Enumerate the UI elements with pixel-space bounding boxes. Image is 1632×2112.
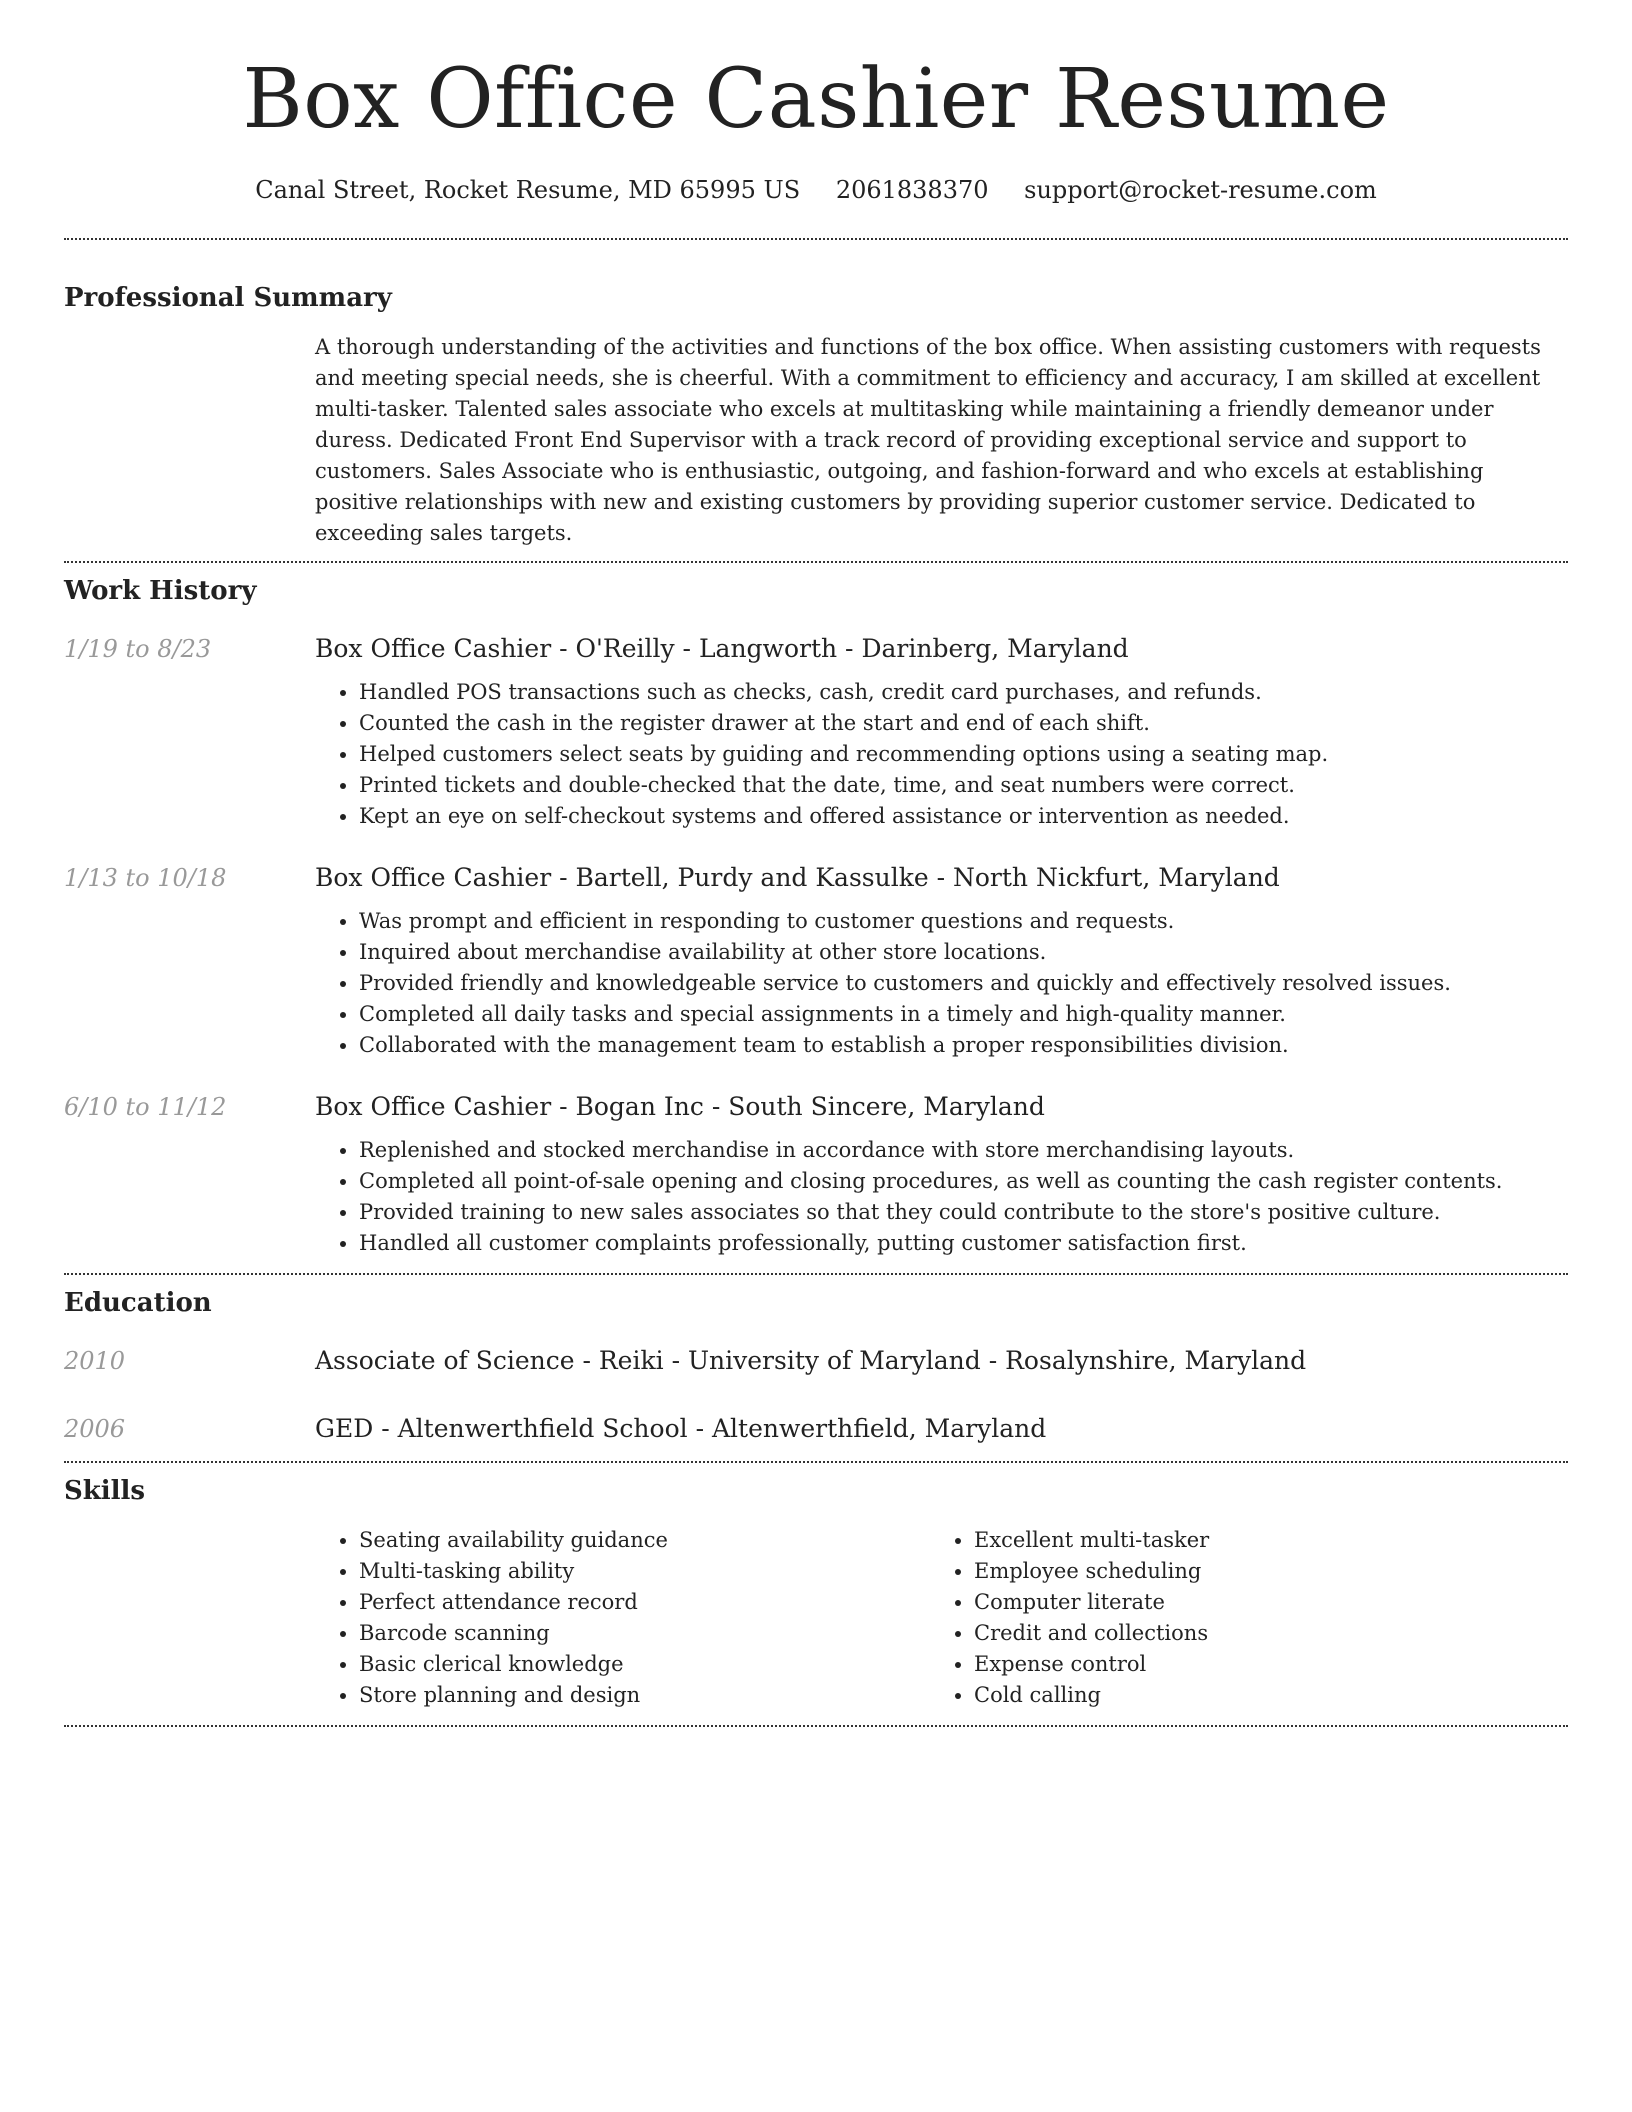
job-bullets xyxy=(315,906,1568,1061)
job-title: Box Office Cashier - O'Reilly - Langworth - Darinberg, Maryland xyxy=(315,634,1129,663)
education-year: 2010 xyxy=(64,1347,126,1375)
education-entry xyxy=(64,1343,1568,1379)
education-section xyxy=(64,1283,1568,1447)
skill-item: • Perfect attendance record xyxy=(359,1587,930,1618)
job-bullet: • Was prompt and efficient in responding to customer questions and requests. xyxy=(359,906,1568,937)
section-title-skills: Skills xyxy=(64,1476,146,1506)
contact-email: support@rocket-resume.com xyxy=(1024,176,1377,204)
education-entry xyxy=(64,1411,1568,1447)
job-bullet: • Collaborated with the management team to establish a proper responsibilities division. xyxy=(359,1030,1568,1061)
skill-item: • Computer literate xyxy=(974,1587,1545,1618)
section-title-work: Work History xyxy=(64,576,257,606)
job-bullet: • Handled POS transactions such as checks, cash, credit card purchases, and refunds. xyxy=(359,677,1568,708)
job-entry xyxy=(64,860,1568,1061)
divider xyxy=(64,1725,1568,1727)
job-dates: 6/10 to 11/12 xyxy=(64,1093,227,1121)
job-bullets xyxy=(315,1135,1568,1259)
education-year: 2006 xyxy=(64,1415,126,1443)
job-bullet: • Printed tickets and double-checked that the date, time, and seat numbers were correct. xyxy=(359,770,1568,801)
skill-item: • Barcode scanning xyxy=(359,1618,930,1649)
divider xyxy=(64,1461,1568,1463)
divider xyxy=(64,1273,1568,1275)
skill-item: • Excellent multi-tasker xyxy=(974,1525,1545,1556)
resume-page xyxy=(64,0,1568,1727)
job-bullets xyxy=(315,677,1568,832)
job-bullet: • Provided training to new sales associates so that they could contribute to the store's positive culture. xyxy=(359,1197,1568,1228)
job-dates: 1/19 to 8/23 xyxy=(64,635,212,663)
job-bullet: • Completed all daily tasks and special assignments in a timely and high-quality manner. xyxy=(359,999,1568,1030)
job-entry xyxy=(64,631,1568,832)
education-text: GED - Altenwerthfield School - Altenwerthfield, Maryland xyxy=(315,1414,1047,1443)
education-text: Associate of Science - Reiki - University of Maryland - Rosalynshire, Maryland xyxy=(315,1346,1307,1375)
skill-item: • Multi-tasking ability xyxy=(359,1556,930,1587)
job-bullet: • Counted the cash in the register drawer at the start and end of each shift. xyxy=(359,708,1568,739)
contact-line xyxy=(64,170,1568,210)
contact-address: Canal Street, Rocket Resume, MD 65995 US xyxy=(255,176,801,204)
skill-item: • Basic clerical knowledge xyxy=(359,1649,930,1680)
job-bullet: • Handled all customer complaints professionally, putting customer satisfaction first. xyxy=(359,1228,1568,1259)
job-dates: 1/13 to 10/18 xyxy=(64,864,227,892)
job-bullet: • Inquired about merchandise availability at other store locations. xyxy=(359,937,1568,968)
job-bullet: • Provided friendly and knowledgeable service to customers and quickly and effectively resolved issues. xyxy=(359,968,1568,999)
skills-column-right xyxy=(930,1525,1545,1711)
skill-item: • Employee scheduling xyxy=(974,1556,1545,1587)
contact-phone: 2061838370 xyxy=(835,176,989,204)
job-bullet: • Helped customers select seats by guiding and recommending options using a seating map. xyxy=(359,739,1568,770)
job-title: Box Office Cashier - Bartell, Purdy and Kassulke - North Nickfurt, Maryland xyxy=(315,863,1280,892)
skills-section xyxy=(64,1471,1568,1711)
summary-section xyxy=(64,278,1568,549)
job-entry xyxy=(64,1089,1568,1259)
section-title-education: Education xyxy=(64,1288,212,1318)
skill-item: • Seating availability guidance xyxy=(359,1525,930,1556)
skill-item: • Expense control xyxy=(974,1649,1545,1680)
skill-item: • Cold calling xyxy=(974,1680,1545,1711)
job-title: Box Office Cashier - Bogan Inc - South Sincere, Maryland xyxy=(315,1092,1045,1121)
section-title-summary: Professional Summary xyxy=(64,283,392,313)
skill-item: • Credit and collections xyxy=(974,1618,1545,1649)
skill-item: • Store planning and design xyxy=(359,1680,930,1711)
resume-name: Box Office Cashier Resume xyxy=(242,52,1390,147)
job-bullet: • Replenished and stocked merchandise in accordance with store merchandising layouts. xyxy=(359,1135,1568,1166)
job-bullet: • Kept an eye on self-checkout systems and offered assistance or intervention as needed. xyxy=(359,801,1568,832)
work-section xyxy=(64,571,1568,1259)
summary-text: A thorough understanding of the activities and functions of the box office. When assisting customers with requests and meeting special needs, she is cheerful. With a commitment to efficiency and accuracy, I am skilled at excellent multi-tasker. Talented sales associate who excels at multitasking while maintaining a friendly demeanor under duress. Dedicated Front End Supervisor with a track record of providing exceptional service and support to customers. Sales Associate who is enthusiastic, outgoing, and fashion-forward and who excels at establishing positive relationships with new and existing customers by providing superior customer service. Dedicated to exceeding sales targets. xyxy=(315,335,1541,545)
divider xyxy=(64,238,1568,240)
job-bullet: • Completed all point-of-sale opening and closing procedures, as well as counting the cash register contents. xyxy=(359,1166,1568,1197)
divider xyxy=(64,561,1568,563)
skills-column-left xyxy=(315,1525,930,1711)
